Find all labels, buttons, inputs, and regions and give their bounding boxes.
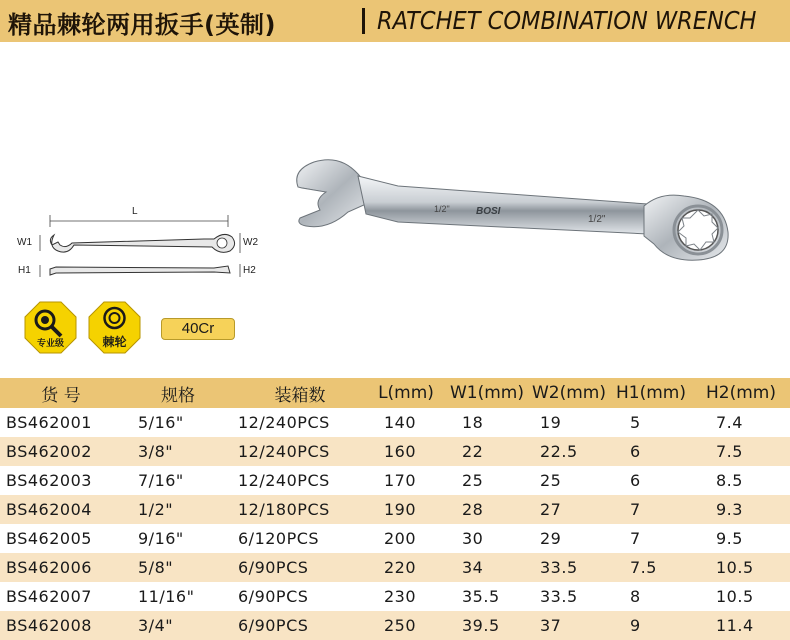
table-cell: 25 (528, 466, 610, 495)
table-cell: 140 (366, 408, 446, 437)
label-l: L (132, 206, 138, 217)
table-cell: 33.5 (528, 553, 610, 582)
table-row (0, 408, 790, 437)
table-cell: 30 (446, 524, 528, 553)
table-cell: 6 (610, 466, 692, 495)
table-cell: 33.5 (528, 582, 610, 611)
table-cell: 170 (366, 466, 446, 495)
table-cell: 19 (528, 408, 610, 437)
title-separator (362, 8, 365, 34)
label-h2: H2 (243, 265, 256, 276)
table-cell: 18 (446, 408, 528, 437)
table-cell: 10.5 (692, 553, 790, 582)
table-cell: 9.5 (692, 524, 790, 553)
table-cell: 35.5 (446, 582, 528, 611)
table-cell: 7.4 (692, 408, 790, 437)
table-cell: BS462003 (0, 466, 122, 495)
table-row (0, 437, 790, 466)
table-cell: 39.5 (446, 611, 528, 640)
table-row (0, 524, 790, 553)
size-mark-right: 1/2" (588, 214, 606, 225)
table-row (0, 495, 790, 524)
table-cell: 6/90PCS (234, 553, 366, 582)
table-cell: BS462006 (0, 553, 122, 582)
wrench-product-image (288, 152, 738, 262)
table-cell: 8 (610, 582, 692, 611)
badge-ratchet (87, 300, 142, 355)
wrench-image (288, 152, 738, 262)
table-cell: 11.4 (692, 611, 790, 640)
material-tag: 40Cr (161, 318, 235, 340)
table-cell: BS462002 (0, 437, 122, 466)
spec-table (0, 378, 790, 640)
table-cell: 7 (610, 524, 692, 553)
badge-ratchet-label: 棘轮 (102, 335, 127, 349)
table-cell: 6 (610, 437, 692, 466)
table-cell: 12/240PCS (234, 408, 366, 437)
table-cell: 190 (366, 495, 446, 524)
table-cell: 230 (366, 582, 446, 611)
table-cell: 250 (366, 611, 446, 640)
badge-professional-label: 专业级 (36, 339, 64, 349)
table-cell: 28 (446, 495, 528, 524)
table-cell: 6/90PCS (234, 582, 366, 611)
table-cell: 160 (366, 437, 446, 466)
table-cell: BS462001 (0, 408, 122, 437)
table-row (0, 553, 790, 582)
col-header-l: L(mm) (366, 378, 446, 408)
table-cell: 1/2" (122, 495, 234, 524)
table-cell: BS462007 (0, 582, 122, 611)
table-cell: 12/240PCS (234, 466, 366, 495)
badge-professional (23, 300, 78, 355)
table-cell: 22 (446, 437, 528, 466)
table-header-row (0, 378, 790, 408)
table-row (0, 582, 790, 611)
table-cell: BS462005 (0, 524, 122, 553)
brand-mark: BOSI (476, 206, 501, 217)
table-cell: 25 (446, 466, 528, 495)
col-header-w2: W2(mm) (528, 378, 610, 408)
table-row (0, 611, 790, 640)
table-cell: 11/16" (122, 582, 234, 611)
col-header-h1: H1(mm) (610, 378, 692, 408)
col-header-model: 货 号 (0, 378, 122, 408)
table-cell: 7.5 (610, 553, 692, 582)
table-cell: 6/120PCS (234, 524, 366, 553)
table-cell: 29 (528, 524, 610, 553)
table-cell: 12/180PCS (234, 495, 366, 524)
label-w2: W2 (243, 237, 258, 248)
dimension-diagram (14, 205, 258, 285)
table-cell: BS462004 (0, 495, 122, 524)
table-cell: 7.5 (692, 437, 790, 466)
table-cell: 10.5 (692, 582, 790, 611)
table-cell: 9/16" (122, 524, 234, 553)
table-cell: 22.5 (528, 437, 610, 466)
col-header-size: 规格 (122, 378, 234, 408)
table-cell: 5 (610, 408, 692, 437)
table-cell: 3/4" (122, 611, 234, 640)
label-w1: W1 (17, 237, 32, 248)
table-cell: 3/8" (122, 437, 234, 466)
spec-table-body (0, 408, 790, 640)
table-cell: 8.5 (692, 466, 790, 495)
table-cell: 5/16" (122, 408, 234, 437)
table-cell: 12/240PCS (234, 437, 366, 466)
table-cell: 5/8" (122, 553, 234, 582)
col-header-h2: H2(mm) (692, 378, 790, 408)
dimension-diagram-lines (14, 205, 254, 285)
table-cell: 37 (528, 611, 610, 640)
table-cell: 7 (610, 495, 692, 524)
size-mark-left: 1/2" (434, 204, 450, 214)
table-cell: 34 (446, 553, 528, 582)
table-cell: 27 (528, 495, 610, 524)
table-cell: 9 (610, 611, 692, 640)
table-cell: 6/90PCS (234, 611, 366, 640)
col-header-packing: 装箱数 (234, 378, 366, 408)
table-cell: 200 (366, 524, 446, 553)
col-header-w1: W1(mm) (446, 378, 528, 408)
title-bar (0, 0, 790, 42)
table-cell: 7/16" (122, 466, 234, 495)
table-row (0, 466, 790, 495)
label-h1: H1 (18, 265, 31, 276)
table-cell: 9.3 (692, 495, 790, 524)
title-chinese: 精品棘轮两用扳手(英制) (8, 11, 276, 39)
table-cell: 220 (366, 553, 446, 582)
title-english: RATCHET COMBINATION WRENCH (377, 6, 757, 35)
table-cell: BS462008 (0, 611, 122, 640)
